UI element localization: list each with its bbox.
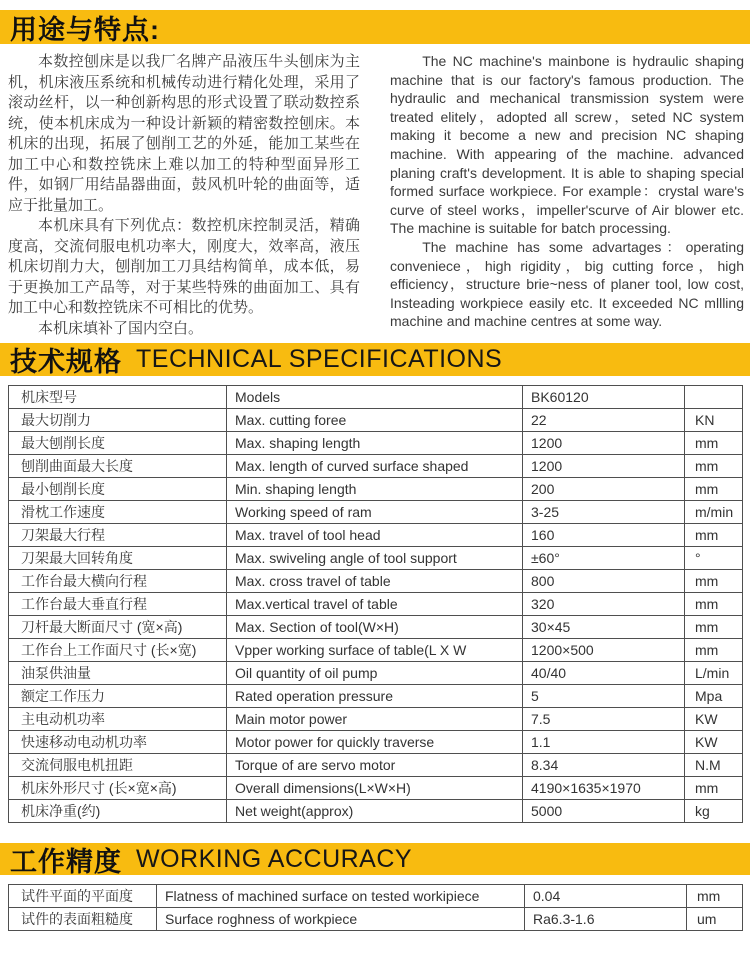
spec-label-cn: 额定工作压力 [9, 685, 227, 708]
intro-english-column [390, 52, 744, 343]
spec-label-en: Max. length of curved surface shaped [227, 455, 523, 478]
spec-value: 22 [523, 409, 685, 432]
spec-unit: KN [685, 409, 743, 432]
specs-section-header [0, 343, 750, 376]
spec-unit: mm [685, 524, 743, 547]
spec-value: 7.5 [523, 708, 685, 731]
spec-label-en: Rated operation pressure [227, 685, 523, 708]
spec-row [9, 478, 743, 501]
spec-row [9, 547, 743, 570]
spec-row [9, 386, 743, 409]
spec-value: 800 [523, 570, 685, 593]
spec-row [9, 524, 743, 547]
spec-value: 1.1 [523, 731, 685, 754]
accuracy-label-en: Flatness of machined surface on tested workipiece [157, 885, 525, 908]
spec-row [9, 432, 743, 455]
spec-label-en: Working speed of ram [227, 501, 523, 524]
spec-unit: N.M [685, 754, 743, 777]
spec-label-en: Max. travel of tool head [227, 524, 523, 547]
spec-unit: mm [685, 570, 743, 593]
spec-label-en: Models [227, 386, 523, 409]
spec-label-en: Max.vertical travel of table [227, 593, 523, 616]
accuracy-value: Ra6.3-1.6 [525, 908, 687, 931]
spec-label-cn: 机床净重(约) [9, 800, 227, 823]
spec-label-en: Max. cutting foree [227, 409, 523, 432]
spec-value: 4190×1635×1970 [523, 777, 685, 800]
specs-table [8, 385, 743, 823]
spec-unit: ° [685, 547, 743, 570]
spec-unit: mm [685, 432, 743, 455]
spec-label-en: Max. Section of tool(W×H) [227, 616, 523, 639]
spec-row [9, 685, 743, 708]
spec-unit: KW [685, 708, 743, 731]
accuracy-label-en: Surface roghness of workpiece [157, 908, 525, 931]
accuracy-row [9, 885, 743, 908]
spec-value: 8.34 [523, 754, 685, 777]
spec-label-en: Min. shaping length [227, 478, 523, 501]
spec-value: 30×45 [523, 616, 685, 639]
spec-label-cn: 刀架最大行程 [9, 524, 227, 547]
spec-row [9, 662, 743, 685]
specs-section-title-en: TECHNICAL SPECIFICATIONS [136, 345, 503, 373]
spec-label-en: Net weight(approx) [227, 800, 523, 823]
spec-row [9, 777, 743, 800]
spec-unit: mm [685, 777, 743, 800]
specs-section-title-cn: 技术规格 [10, 347, 122, 377]
spec-row [9, 409, 743, 432]
intro-chinese-column [8, 52, 360, 343]
spec-label-cn: 交流伺服电机扭距 [9, 754, 227, 777]
spec-label-cn: 最大切削力 [9, 409, 227, 432]
accuracy-section-header [0, 843, 750, 875]
spec-unit: KW [685, 731, 743, 754]
spec-label-cn: 最小刨削长度 [9, 478, 227, 501]
spec-label-en: Torque of are servo motor [227, 754, 523, 777]
spec-label-cn: 快速移动电动机功率 [9, 731, 227, 754]
spec-unit: Mpa [685, 685, 743, 708]
accuracy-section-title-cn: 工作精度 [10, 846, 122, 877]
spec-row [9, 455, 743, 478]
accuracy-unit: mm [687, 885, 743, 908]
spec-label-cn: 刀杆最大断面尺寸 (宽×高) [9, 616, 227, 639]
spec-value: 40/40 [523, 662, 685, 685]
spec-unit: mm [685, 593, 743, 616]
intro-section-title: 用途与特点: [10, 14, 160, 45]
spec-label-cn: 机床型号 [9, 386, 227, 409]
spec-label-cn: 刀架最大回转角度 [9, 547, 227, 570]
spec-value: 320 [523, 593, 685, 616]
spec-unit: L/min [685, 662, 743, 685]
spec-label-en: Overall dimensions(L×W×H) [227, 777, 523, 800]
spec-label-en: Max. swiveling angle of tool support [227, 547, 523, 570]
spec-unit: mm [685, 639, 743, 662]
accuracy-value: 0.04 [525, 885, 687, 908]
accuracy-table [8, 884, 743, 931]
spec-value: ±60° [523, 547, 685, 570]
spec-value: 5000 [523, 800, 685, 823]
accuracy-row [9, 908, 743, 931]
spec-label-cn: 刨削曲面最大长度 [9, 455, 227, 478]
spec-unit: m/min [685, 501, 743, 524]
spec-row [9, 800, 743, 823]
spec-row [9, 570, 743, 593]
spec-value: 1200 [523, 455, 685, 478]
spec-label-cn: 工作台最大垂直行程 [9, 593, 227, 616]
spec-label-cn: 滑枕工作速度 [9, 501, 227, 524]
spec-value: 160 [523, 524, 685, 547]
intro-text-columns [0, 44, 750, 343]
intro-section-header [0, 10, 750, 44]
spec-label-en: Max. shaping length [227, 432, 523, 455]
spec-label-en: Vpper working surface of table(L X W [227, 639, 523, 662]
spec-unit: mm [685, 616, 743, 639]
spec-label-cn: 最大刨削长度 [9, 432, 227, 455]
accuracy-unit: um [687, 908, 743, 931]
spec-value: BK60120 [523, 386, 685, 409]
spec-label-cn: 油泵供油量 [9, 662, 227, 685]
spec-unit: mm [685, 478, 743, 501]
spec-label-cn: 主电动机功率 [9, 708, 227, 731]
spec-label-en: Motor power for quickly traverse [227, 731, 523, 754]
spec-label-en: Main motor power [227, 708, 523, 731]
spec-row [9, 754, 743, 777]
spec-value: 1200 [523, 432, 685, 455]
accuracy-label-cn: 试件平面的平面度 [9, 885, 157, 908]
accuracy-section-title-en: WORKING ACCURACY [136, 844, 413, 873]
spec-value: 1200×500 [523, 639, 685, 662]
intro-cn-paragraph: 本机床填补了国内空白。 [38, 319, 204, 337]
spec-value: 3-25 [523, 501, 685, 524]
intro-cn-paragraph: 本数控刨床是以我厂名牌产品液压牛头刨床为主机，机床液压系统和机械传动进行精化处理，采用了滚动丝杆，以一种创新构思的形式设置了联动数控系统，使本机床成为一种设计新颖的精密数控刨床。本机床的出现，拓展了刨削工艺的外延，能加工某些在加工中心和数控铣床上难以加工的特种型面异形工件，如钢厂用结晶器曲面，鼓风机叶轮的曲面等，适应于批量加工。 [8, 53, 360, 214]
spec-row [9, 639, 743, 662]
spec-unit: mm [685, 455, 743, 478]
spec-label-cn: 工作台最大横向行程 [9, 570, 227, 593]
spec-row [9, 708, 743, 731]
spec-value: 200 [523, 478, 685, 501]
spec-unit [685, 386, 743, 409]
spec-row [9, 731, 743, 754]
spec-value: 5 [523, 685, 685, 708]
spec-unit: kg [685, 800, 743, 823]
spec-row [9, 501, 743, 524]
accuracy-label-cn: 试件的表面粗糙度 [9, 908, 157, 931]
intro-en-paragraph: The machine has some advartages：operating conveniece，high rigidity，big cutting force，high efficiency，structure brie~ness of planer tool, low cost, Insteading workpiece easily etc. It exceeded NC mllling machine and machine centres at some way. [390, 238, 744, 330]
spec-label-en: Oil quantity of oil pump [227, 662, 523, 685]
spec-label-cn: 机床外形尺寸 (长×宽×高) [9, 777, 227, 800]
spec-label-en: Max. cross travel of table [227, 570, 523, 593]
spec-row [9, 593, 743, 616]
spec-label-cn: 工作台上工作面尺寸 (长×宽) [9, 639, 227, 662]
intro-en-paragraph: The NC machine's mainbone is hydraulic shaping machine that is our factory's famous production. The hydraulic and mechanical transmission system were treated elitely，adopted all screw，seted NC system making it become a new and precision NC shaping machine. With appearing of the machine. advanced planing craft's development. It is able to shaping special formed surface workpiece. For example：crystal ware's curve of steel works，impeller'scurve of Air blower etc. The machine is suitable for batch processing. [390, 53, 744, 237]
intro-cn-paragraph: 本机床具有下列优点：数控机床控制灵活，精确度高，交流伺服电机功率大，刚度大，效率高，液压机床切削力大，刨削加工刀具结构简单，成本低，易于更换加工产品等，对于某些特殊的曲面加工、具有加工中心和数控铣床不可相比的优势。 [8, 217, 360, 316]
spec-row [9, 616, 743, 639]
